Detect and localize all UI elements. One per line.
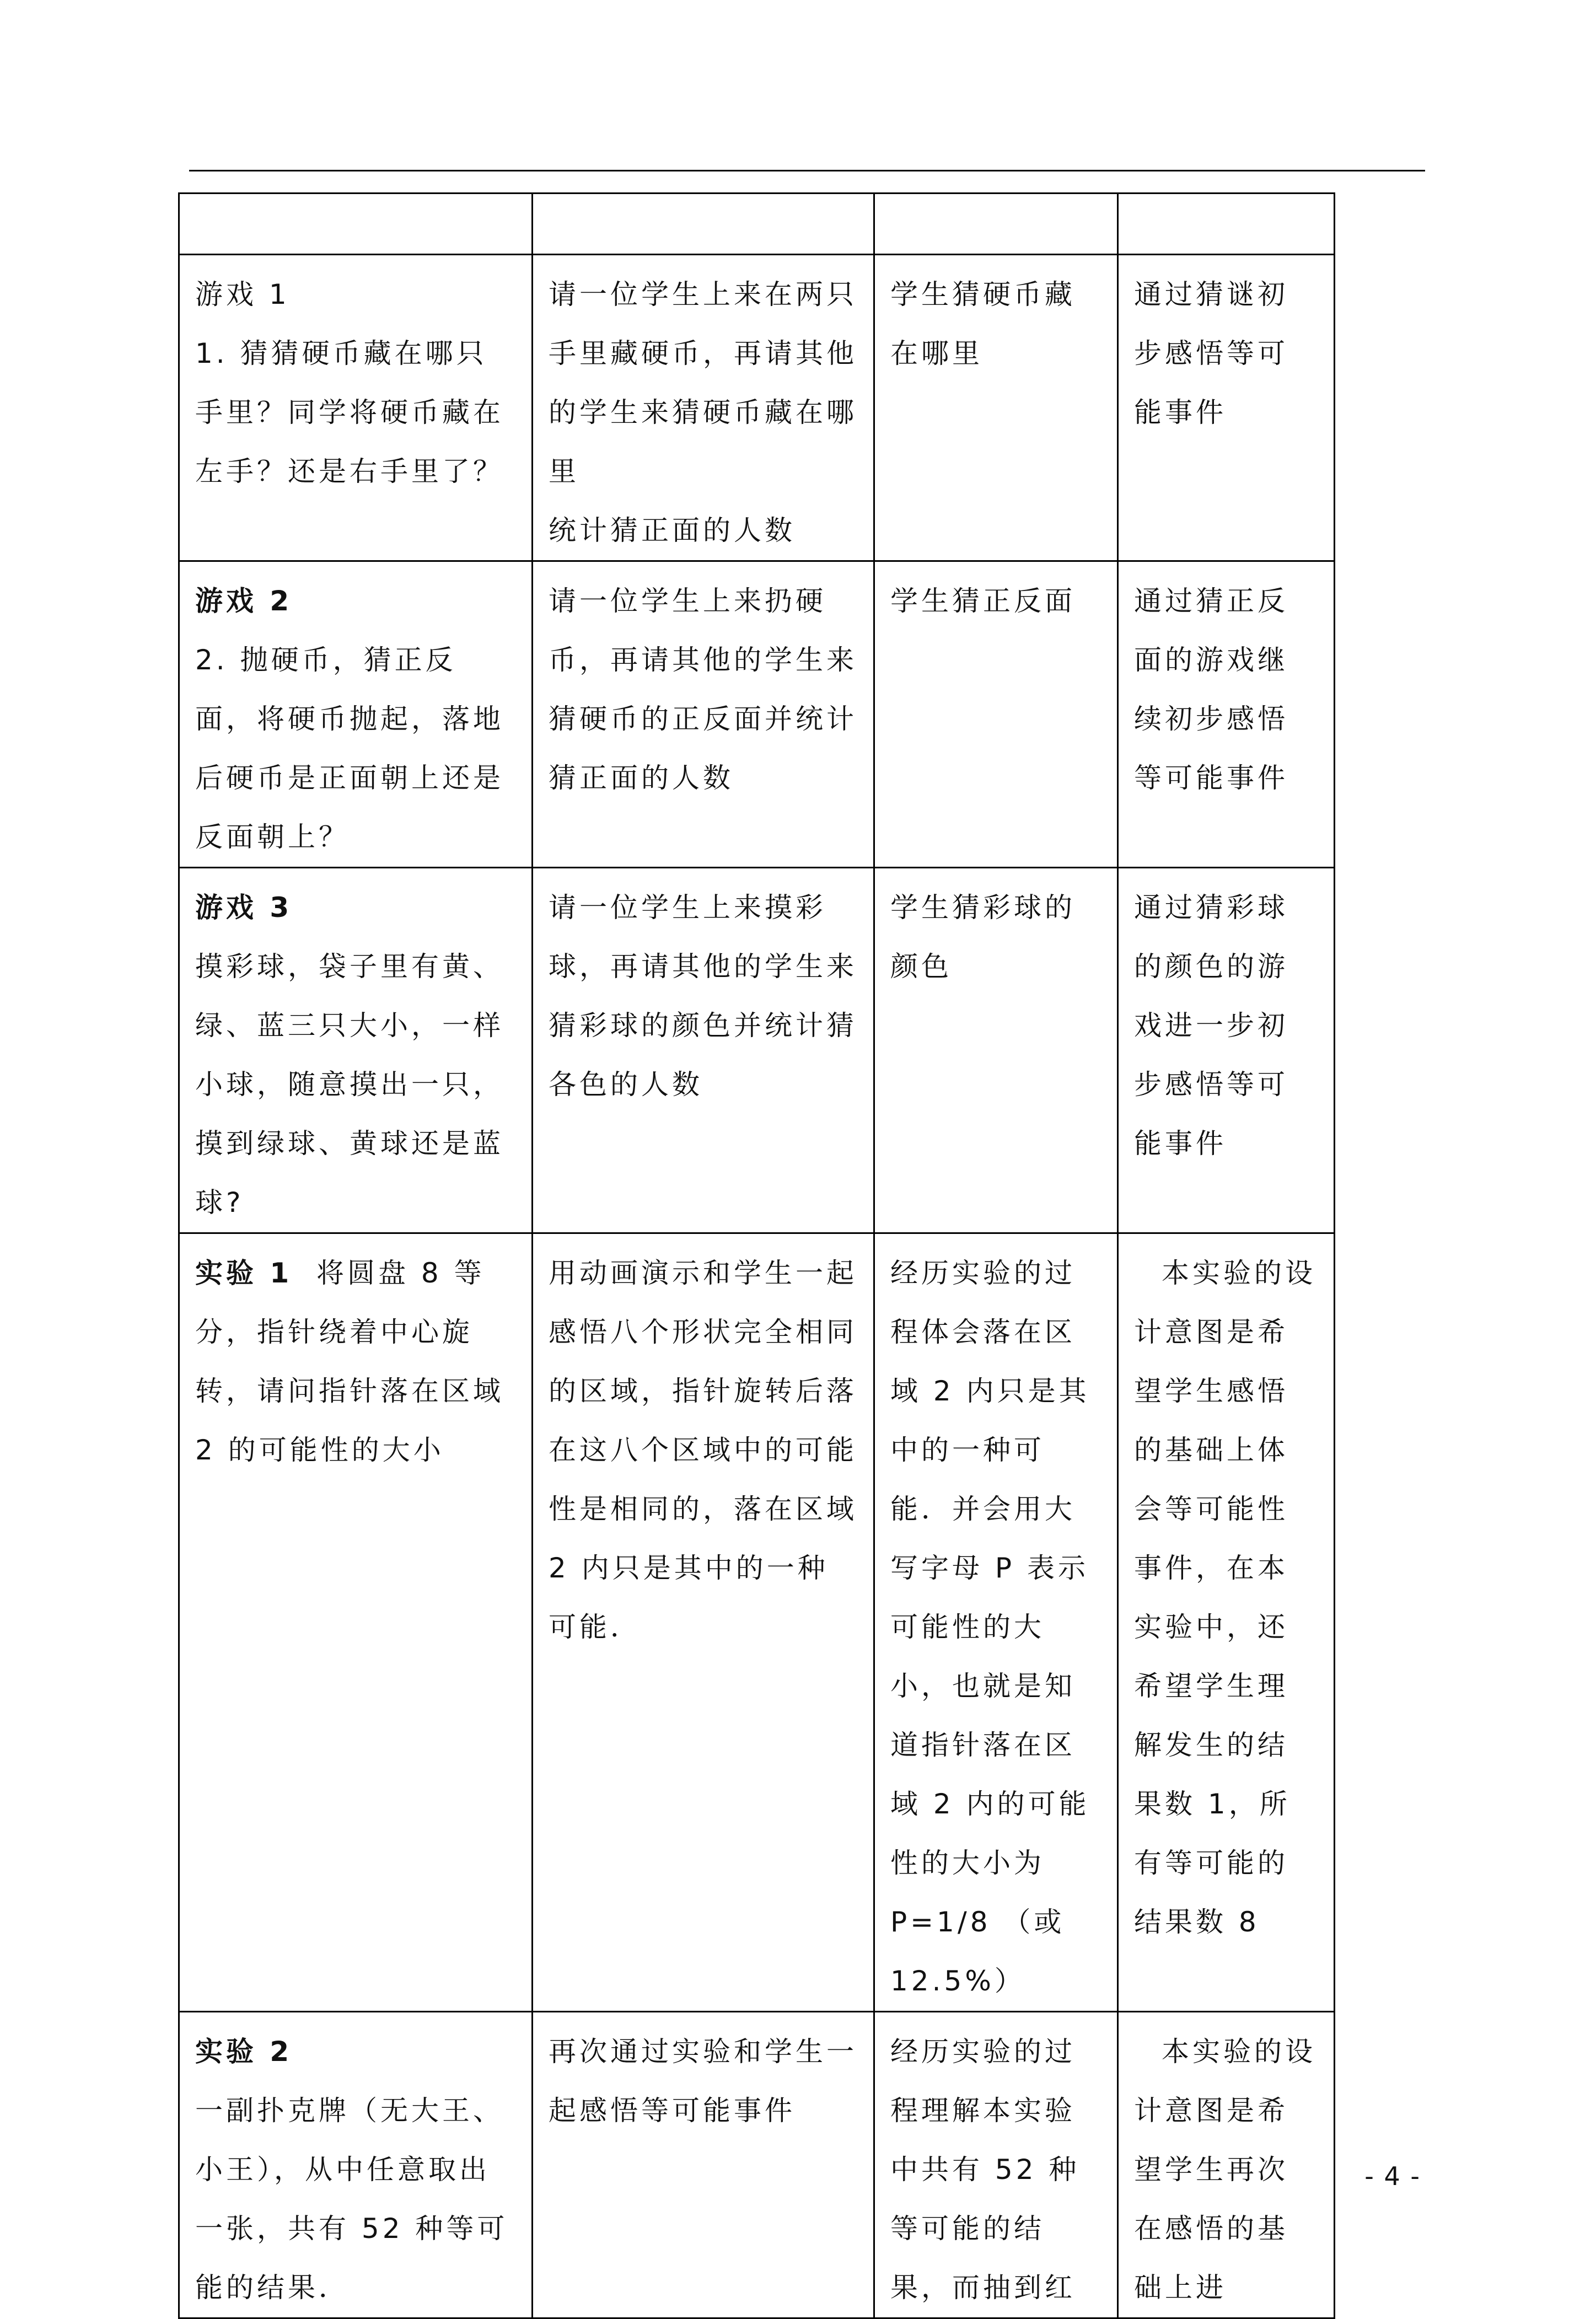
cell-activity	[179, 2012, 533, 2318]
cell-student: 学生猜正反面	[874, 561, 1118, 868]
cell-intent: 通过猜谜初步感悟等可能事件	[1118, 255, 1335, 561]
cell-intent	[1118, 194, 1335, 255]
table-row	[179, 561, 1335, 868]
lesson-table	[178, 192, 1335, 2319]
cell-intent: 本实验的设计意图是希望学生感悟的基础上体会等可能性事件，在本实验中，还希望学生理解发生的结果数 1，所有等可能的结果数 8	[1118, 1233, 1335, 2012]
page-number: - 4 -	[1364, 2161, 1421, 2191]
activity-desc: 摸彩球，袋子里有黄、绿、蓝三只大小，一样小球，随意摸出一只，摸到绿球、黄球还是蓝球?	[195, 951, 504, 1218]
cell-teacher: 再次通过实验和学生一起感悟等可能事件	[533, 2012, 874, 2318]
activity-title: 游戏 1	[195, 278, 290, 310]
cell-activity	[179, 868, 533, 1233]
activity-title: 游戏 3	[195, 892, 293, 924]
table-row	[179, 194, 1335, 255]
cell-student: 经历实验的过程理解本实验中共有 52 种等可能的结果，而抽到红	[874, 2012, 1118, 2318]
cell-student: 经历实验的过程体会落在区域 2 内只是其中的一种可能．并会用大写字母 P 表示可能性的大小，也就是知道指针落在区域 2 内的可能性的大小为 P=1/8 （或 12.5%）	[874, 1233, 1118, 2012]
activity-desc: 2. 抛硬币，猜正反面，将硬币抛起，落地后硬币是正面朝上还是反面朝上？	[195, 644, 504, 853]
table-row	[179, 1233, 1335, 2012]
cell-intent: 通过猜正反面的游戏继续初步感悟等可能事件	[1118, 561, 1335, 868]
cell-activity	[179, 194, 533, 255]
activity-title: 实验 1	[195, 1257, 293, 1289]
cell-teacher: 用动画演示和学生一起感悟八个形状完全相同的区域，指针旋转后落在这八个区域中的可能性是相同的，落在区域 2 内只是其中的一种可能．	[533, 1233, 874, 2012]
table-row	[179, 2012, 1335, 2318]
cell-teacher: 请一位学生上来在两只手里藏硬币，再请其他的学生来猜硬币藏在哪里 统计猜正面的人数	[533, 255, 874, 561]
table-row	[179, 255, 1335, 561]
header-rule	[189, 170, 1425, 171]
cell-teacher: 请一位学生上来扔硬币，再请其他的学生来猜硬币的正反面并统计猜正面的人数	[533, 561, 874, 868]
activity-title: 游戏 2	[195, 585, 293, 617]
cell-student	[874, 194, 1118, 255]
table-row	[179, 868, 1335, 1233]
cell-intent: 通过猜彩球的颜色的游戏进一步初步感悟等可能事件	[1118, 868, 1335, 1233]
cell-student: 学生猜彩球的颜色	[874, 868, 1118, 1233]
activity-desc: 一副扑克牌（无大王、小王），从中任意取出一张，共有 52 种等可能的结果．	[195, 2095, 508, 2304]
activity-desc: 1. 猜猜硬币藏在哪只手里？同学将硬币藏在左手？还是右手里了？	[195, 337, 504, 487]
cell-activity	[179, 255, 533, 561]
activity-title: 实验 2	[195, 2036, 293, 2068]
cell-teacher: 请一位学生上来摸彩球，再请其他的学生来猜彩球的颜色并统计猜各色的人数	[533, 868, 874, 1233]
cell-student: 学生猜硬币藏在哪里	[874, 255, 1118, 561]
cell-activity	[179, 1233, 533, 2012]
cell-activity	[179, 561, 533, 868]
cell-intent: 本实验的设计意图是希望学生再次在感悟的基础上进	[1118, 2012, 1335, 2318]
cell-teacher	[533, 194, 874, 255]
activity-desc: 将圆盘 8 等分，指针绕着中心旋转，请问指针落在区域 2 的可能性的大小	[195, 1257, 504, 1466]
